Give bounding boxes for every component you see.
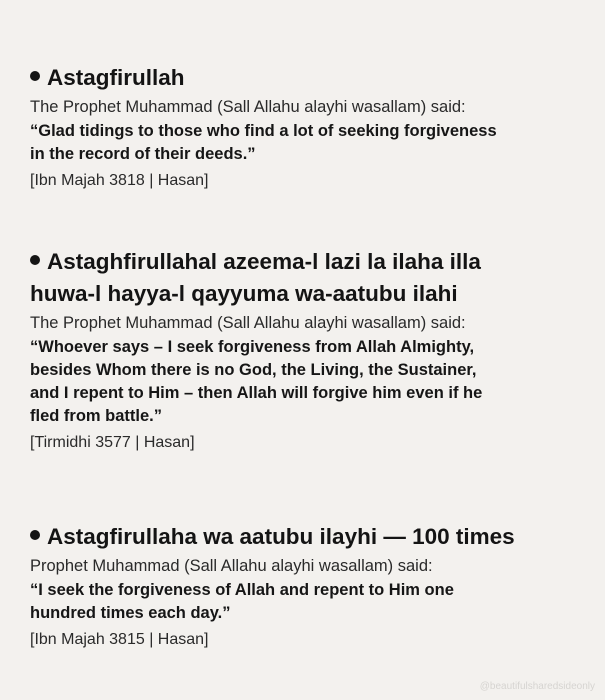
entry-intro: The Prophet Muhammad (Sall Allahu alayhi wasallam) said: — [30, 314, 466, 332]
entry-heading — [30, 521, 585, 553]
bullet-icon — [30, 530, 40, 540]
dhikr-entry-astaghfirullahal-azeema — [30, 246, 585, 454]
entry-quote — [30, 579, 585, 625]
bullet-icon — [30, 255, 40, 265]
entry-intro: Prophet Muhammad (Sall Allahu alayhi wasallam) said: — [30, 557, 433, 575]
entry-heading-line: Astagfirullaha wa aatubu ilayhi — 100 times — [47, 524, 515, 549]
entry-reference: [Ibn Majah 3818 | Hasan] — [30, 172, 209, 189]
entry-heading — [30, 62, 585, 94]
entry-quote-line: in the record of their deeds.” — [30, 145, 256, 163]
entry-intro: The Prophet Muhammad (Sall Allahu alayhi wasallam) said: — [30, 98, 466, 116]
entry-reference: [Ibn Majah 3815 | Hasan] — [30, 631, 209, 648]
bullet-icon — [30, 71, 40, 81]
entry-quote-line: and I repent to Him – then Allah will forgive him even if he — [30, 384, 483, 402]
entry-quote — [30, 120, 585, 166]
entry-quote-line: “Glad tidings to those who find a lot of seeking forgiveness — [30, 122, 497, 140]
entry-quote-line: besides Whom there is no God, the Living, the Sustainer, — [30, 361, 477, 379]
entry-quote-line: “I seek the forgiveness of Allah and repent to Him one — [30, 581, 454, 599]
entry-quote — [30, 336, 585, 428]
entry-heading-line: huwa-l hayya-l qayyuma wa-aatubu ilahi — [30, 281, 458, 306]
entry-quote-line: fled from battle.” — [30, 407, 163, 425]
entry-heading-line: Astaghfirullahal azeema-l lazi la ilaha illa — [47, 249, 481, 274]
entry-reference: [Tirmidhi 3577 | Hasan] — [30, 434, 195, 451]
dhikr-entry-astagfirullah — [30, 62, 585, 192]
entry-heading-line: Astagfirullah — [47, 65, 185, 90]
dhikr-entry-astagfirullaha-wa-aatubu — [30, 521, 585, 651]
entry-quote-line: hundred times each day.” — [30, 604, 231, 622]
watermark: @beautifulsharedsideonly — [479, 681, 595, 692]
entry-heading — [30, 246, 585, 310]
entry-quote-line: “Whoever says – I seek forgiveness from Allah Almighty, — [30, 338, 475, 356]
